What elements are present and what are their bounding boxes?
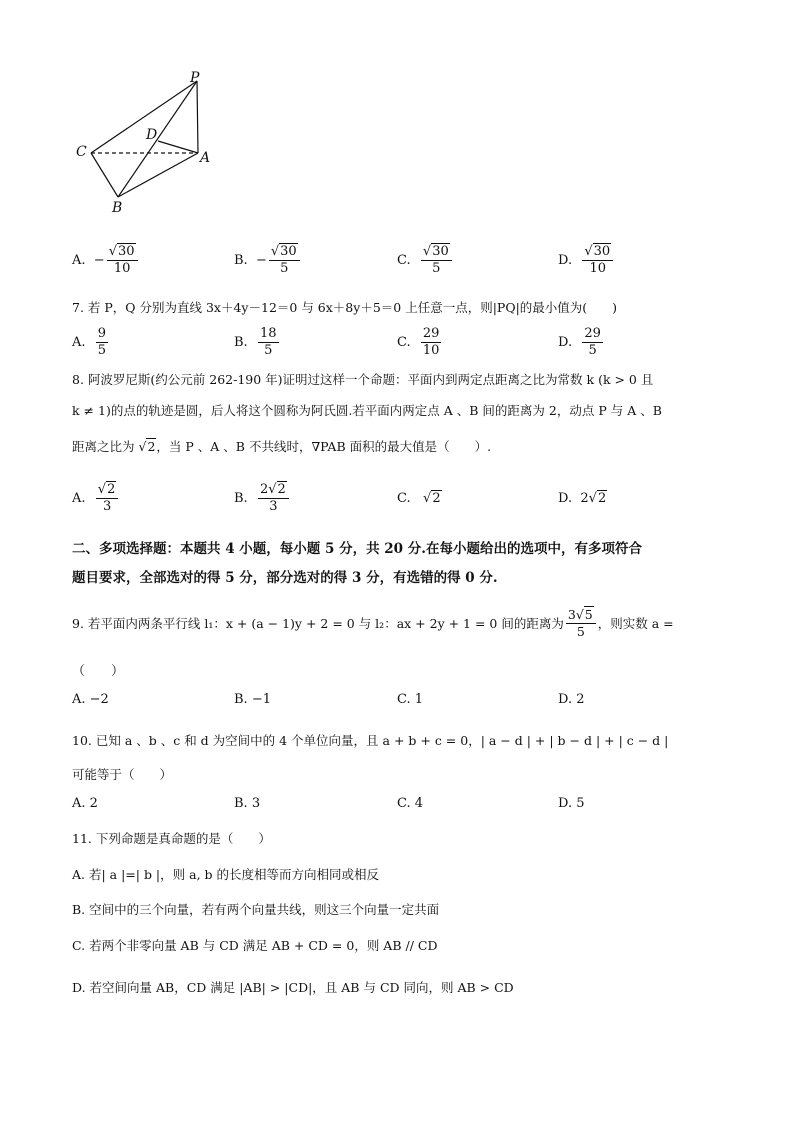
q11-stem: 11. 下列命题是真命题的是（ ） bbox=[72, 831, 271, 846]
label-D: D bbox=[146, 127, 158, 143]
q10-option-b[interactable]: B. 3 bbox=[234, 796, 261, 811]
q8-option-b[interactable]: B. $\frac{2√2}{3}$ bbox=[234, 478, 291, 518]
q10-option-c[interactable]: C. 4 bbox=[397, 796, 424, 811]
q9-option-c[interactable]: C. 1 bbox=[397, 692, 424, 707]
q8-stem-line3: 距离之比为 √2，当 P 、A 、B 不共线时，∇PAB 面积的最大值是（ ）. bbox=[72, 439, 492, 454]
section2-heading-line2: 题目要求，全部选对的得 5 分，部分选对的得 3 分，有选错的得 0 分. bbox=[72, 570, 498, 586]
q9-option-a[interactable]: A. −2 bbox=[72, 692, 109, 707]
q8-option-d[interactable]: D. 2 √ 2 bbox=[558, 490, 607, 506]
q10-stem-line2: 可能等于（ ） bbox=[72, 767, 173, 782]
q11-option-a[interactable]: A. 若| a |=| b |，则 a, b 的长度相等而方向相同或相反 bbox=[72, 867, 379, 882]
q7-option-c[interactable]: C. $\frac{29}{10}$ bbox=[397, 325, 440, 358]
q9-option-b[interactable]: B. −1 bbox=[234, 692, 271, 707]
q8-stem-line2: k ≠ 1)的点的轨迹是圆，后人将这个圆称为阿氏圆.若平面内两定点 A 、B 间的距离为 2，动点 P 与 A 、B bbox=[72, 403, 662, 418]
q9-stem: 9. 若平面内两条平行线 l₁：x + (a − 1)y + 2 = 0 与 l₂：ax + 2y + 1 = 0 间的距离为 $\frac{3√5}{5}$ ，则实数 a = bbox=[72, 606, 674, 639]
q10-stem-line1: 10. 已知 a 、b 、c 和 d 为空间中的 4 个单位向量，且 a + b + c = 0，| a − d | + | b − d | + | c − d | bbox=[72, 733, 669, 748]
q11-option-c[interactable]: C. 若两个非零向量 AB 与 CD 满足 AB + CD = 0，则 AB // CD bbox=[72, 938, 438, 953]
q8-stem-line1: 8. 阿波罗尼斯(约公元前 262-190 年)证明过这样一个命题：平面内到两定点距离之比为常数 k (k > 0 且 bbox=[72, 372, 654, 387]
q7-option-d[interactable]: D. $\frac{29}{5}$ bbox=[558, 325, 601, 358]
q6-option-b[interactable]: B. − $\frac{√30}{5}$ bbox=[234, 240, 302, 280]
q11-option-b[interactable]: B. 空间中的三个向量，若有两个向量共线，则这三个向量一定共面 bbox=[72, 902, 440, 917]
q9-option-d[interactable]: D. 2 bbox=[558, 692, 585, 707]
label-P: P bbox=[190, 70, 200, 86]
q8-option-c[interactable]: C. √ 2 bbox=[397, 490, 441, 506]
q8-option-a[interactable]: A. $\frac{√2}{3}$ bbox=[72, 478, 120, 518]
q7-stem: 7. 若 P，Q 分别为直线 3x＋4y－12＝0 与 6x＋8y＋5＝0 上任意一点，则|PQ|的最小值为( ) bbox=[72, 300, 618, 315]
label-C: C bbox=[76, 144, 87, 160]
section2-heading-line1: 二、多项选择题：本题共 4 小题，每小题 5 分，共 20 分.在每小题给出的选项中，有多项符合 bbox=[72, 541, 642, 557]
q6-option-c[interactable]: C. $\frac{√30}{5}$ bbox=[397, 240, 454, 280]
q10-option-a[interactable]: A. 2 bbox=[72, 796, 98, 811]
q10-option-d[interactable]: D. 5 bbox=[558, 796, 585, 811]
q7-option-a[interactable]: A. $\frac{9}{5}$ bbox=[72, 325, 107, 358]
label-B: B bbox=[112, 200, 123, 216]
q7-option-b[interactable]: B. $\frac{18}{5}$ bbox=[234, 325, 277, 358]
label-A: A bbox=[200, 150, 211, 166]
q6-option-a[interactable]: A. − $\frac{√30}{10}$ bbox=[72, 240, 140, 280]
tetrahedron-figure bbox=[70, 65, 230, 225]
q9-paren: （ ） bbox=[72, 664, 125, 679]
q11-option-d[interactable]: D. 若空间向量 AB，CD 满足 |AB| > |CD|，且 AB 与 CD 同向，则 AB > CD bbox=[72, 980, 514, 995]
q6-option-d[interactable]: D. $\frac{√30}{10}$ bbox=[558, 240, 615, 280]
